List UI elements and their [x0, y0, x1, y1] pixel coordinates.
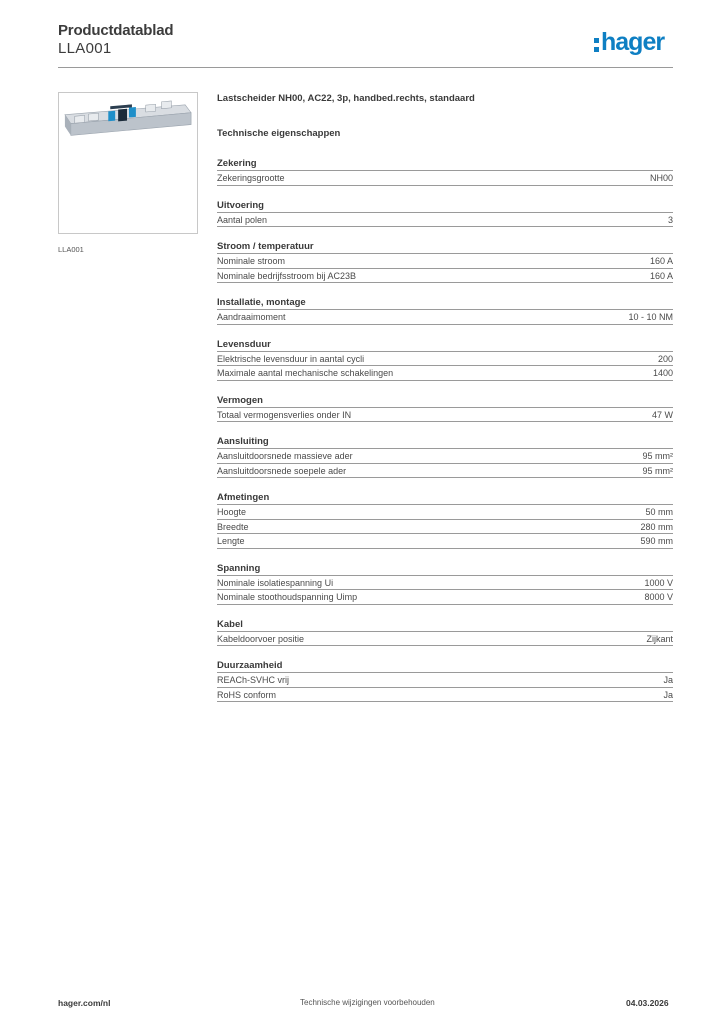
- spec-value: 8000 V: [644, 592, 673, 602]
- spec-label: REACh-SVHC vrij: [217, 675, 290, 685]
- spec-label: Nominale isolatiespanning Ui: [217, 577, 334, 588]
- switch-disconnector-illustration: [59, 93, 197, 233]
- spec-label: Totaal vermogensverlies onder IN: [217, 409, 352, 420]
- spec-section: [217, 618, 673, 647]
- spec-label: Breedte: [217, 521, 249, 532]
- spec-row: [217, 505, 673, 520]
- product-image: [58, 92, 198, 234]
- spec-row: [217, 464, 673, 479]
- header-divider: [58, 67, 673, 68]
- spec-label: Maximale aantal mechanische schakelingen: [217, 368, 394, 378]
- spec-row: [217, 688, 673, 703]
- spec-value: Zijkant: [646, 633, 673, 644]
- spec-label: Aansluitdoorsnede soepele ader: [217, 465, 347, 476]
- spec-section: [217, 157, 673, 186]
- spec-section: [217, 435, 673, 478]
- spec-row: [217, 673, 673, 688]
- section-title: Installatie, montage: [217, 296, 673, 310]
- product-description: Lastscheider NH00, AC22, 3p, handbed.rechts, standaard: [217, 93, 475, 104]
- section-title: Uitvoering: [217, 199, 673, 213]
- spec-label: Nominale stoothoudspanning Uimp: [217, 592, 358, 602]
- spec-value: 10 - 10 NM: [628, 312, 673, 322]
- spec-row: [217, 449, 673, 464]
- hager-logo[interactable]: [594, 28, 664, 56]
- spec-label: Elektrische levensduur in aantal cycli: [217, 353, 365, 364]
- spec-value: 160 A: [649, 256, 673, 266]
- spec-row: [217, 213, 673, 228]
- spec-section: [217, 240, 673, 283]
- spec-value: 280 mm: [640, 521, 673, 532]
- section-title: Zekering: [217, 157, 673, 171]
- spec-row: [217, 269, 673, 284]
- spec-label: Lengte: [217, 536, 245, 546]
- spec-row: [217, 352, 673, 367]
- section-title: Duurzaamheid: [217, 659, 673, 673]
- logo-text: hager: [601, 27, 665, 56]
- section-title: Stroom / temperatuur: [217, 240, 673, 254]
- spec-value: 95 mm²: [642, 451, 673, 461]
- document-title: Productdatablad: [58, 22, 174, 39]
- footer-website-link[interactable]: hager.com/nl: [58, 998, 111, 1008]
- spec-label: Nominale bedrijfsstroom bij AC23B: [217, 270, 357, 281]
- footer-date: 04.03.2026: [626, 998, 669, 1008]
- spec-content: [217, 93, 673, 702]
- tech-heading: Technische eigenschappen: [217, 128, 341, 139]
- spec-value: Ja: [663, 689, 673, 700]
- spec-label: Zekeringsgrootte: [217, 173, 285, 183]
- spec-row: [217, 576, 673, 591]
- logo-colon-icon: [594, 38, 599, 52]
- spec-value: 95 mm²: [642, 465, 673, 476]
- spec-label: Aansluitdoorsnede massieve ader: [217, 451, 353, 461]
- spec-label: Hoogte: [217, 507, 247, 517]
- spec-row: [217, 254, 673, 269]
- spec-sections: [217, 157, 673, 702]
- section-title: Vermogen: [217, 394, 673, 408]
- spec-value: 590 mm: [640, 536, 673, 546]
- spec-value: 47 W: [651, 409, 673, 420]
- spec-section: [217, 394, 673, 423]
- spec-label: Aantal polen: [217, 214, 268, 225]
- spec-row: [217, 632, 673, 647]
- spec-section: [217, 562, 673, 605]
- product-code: LLA001: [58, 40, 112, 57]
- spec-section: [217, 296, 673, 325]
- spec-value: 200: [657, 353, 673, 364]
- spec-row: [217, 171, 673, 186]
- spec-row: [217, 520, 673, 535]
- section-title: Spanning: [217, 562, 673, 576]
- section-title: Kabel: [217, 618, 673, 632]
- spec-section: [217, 659, 673, 702]
- footer-disclaimer: Technische wijzigingen voorbehouden: [300, 998, 435, 1007]
- spec-section: [217, 199, 673, 228]
- spec-value: NH00: [649, 173, 673, 183]
- spec-row: [217, 310, 673, 325]
- spec-label: Kabeldoorvoer positie: [217, 633, 305, 644]
- image-caption: LLA001: [58, 245, 84, 254]
- spec-value: 160 A: [649, 270, 673, 281]
- spec-label: RoHS conform: [217, 689, 277, 700]
- spec-section: [217, 338, 673, 381]
- spec-value: 1000 V: [644, 577, 673, 588]
- spec-label: Aandraaimoment: [217, 312, 286, 322]
- spec-row: [217, 534, 673, 549]
- spec-section: [217, 491, 673, 549]
- section-title: Aansluiting: [217, 435, 673, 449]
- spec-value: 3: [667, 214, 673, 225]
- spec-row: [217, 366, 673, 381]
- spec-value: Ja: [663, 675, 673, 685]
- spec-value: 50 mm: [645, 507, 673, 517]
- spec-row: [217, 590, 673, 605]
- section-title: Afmetingen: [217, 491, 673, 505]
- spec-row: [217, 408, 673, 423]
- spec-label: Nominale stroom: [217, 256, 286, 266]
- section-title: Levensduur: [217, 338, 673, 352]
- spec-value: 1400: [652, 368, 673, 378]
